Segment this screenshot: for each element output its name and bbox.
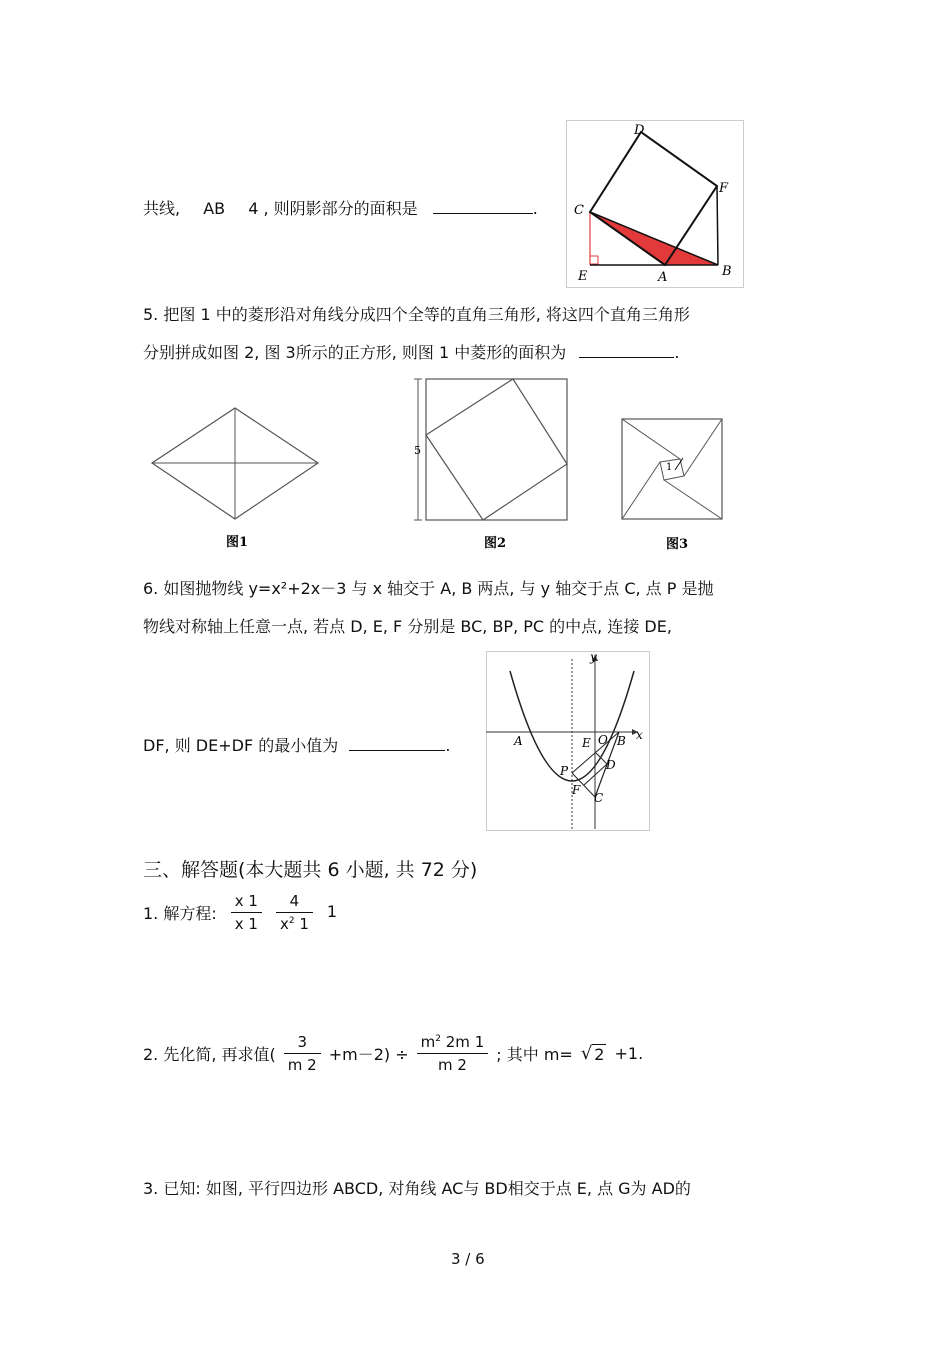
- svg-text:5: 5: [414, 444, 421, 457]
- fraction: $\frac{4}{x^2 1}$: [276, 892, 313, 933]
- svg-text:E: E: [582, 736, 591, 750]
- svg-text:图3: 图3: [666, 537, 689, 552]
- svg-text:F: F: [572, 783, 581, 797]
- fraction: $\frac{x 1}{x 1}$: [231, 892, 262, 933]
- radical-sign-icon: √: [580, 1043, 593, 1064]
- q6-line3: DF, 则 DE+DF 的最小值为 .: [143, 736, 451, 755]
- svg-text:D: D: [634, 123, 645, 138]
- problem-3: 3. 已知: 如图, 平行四边形 ABCD, 对角线 AC与 BD相交于点 E, 点 G为 AD的: [143, 1179, 691, 1198]
- svg-text:1: 1: [666, 462, 673, 473]
- fraction: $\frac{m^2 2m 1}{m 2}$: [417, 1033, 489, 1074]
- svg-text:O: O: [598, 733, 608, 747]
- svg-text:图2: 图2: [484, 536, 507, 551]
- section-heading: 三、解答题(本大题共 6 小题, 共 72 分): [143, 859, 478, 881]
- q5-line1: 5. 把图 1 中的菱形沿对角线分成四个全等的直角三角形, 将这四个直角三角形: [143, 305, 690, 324]
- svg-text:D: D: [606, 758, 616, 772]
- square-figure-3: [616, 414, 726, 554]
- svg-text:P: P: [560, 764, 569, 778]
- q4-figure: [566, 120, 744, 288]
- svg-text:A: A: [658, 270, 668, 285]
- svg-text:图1: 图1: [226, 535, 249, 550]
- svg-text:y: y: [590, 651, 597, 664]
- page-number: 3 / 6: [451, 1250, 485, 1268]
- svg-text:x: x: [636, 728, 643, 742]
- fraction: $\frac{3}{m 2}$: [284, 1033, 321, 1074]
- rhombus-figure-1: [146, 402, 326, 552]
- q4-text: 共线, AB 4 , 则阴影部分的面积是 .: [143, 199, 538, 218]
- answer-blank[interactable]: [433, 199, 533, 214]
- svg-text:B: B: [722, 264, 732, 279]
- parabola-figure: [486, 651, 650, 831]
- q6-line1: 6. 如图抛物线 y=x²+2x－3 与 x 轴交于 A, B 两点, 与 y 轴交于点 C, 点 P 是抛: [143, 579, 714, 598]
- sqrt-expression: √ 2: [580, 1043, 605, 1064]
- svg-text:A: A: [514, 734, 523, 748]
- svg-text:C: C: [594, 791, 604, 805]
- problem-2: 2. 先化简, 再求值( $\frac{3}{m 2}$ +m－2) ÷ $\frac{m^2 2m 1}{m 2}$ ; 其中 m= √ 2 +1.: [143, 1033, 644, 1074]
- svg-text:B: B: [617, 734, 626, 748]
- q6-line2: 物线对称轴上任意一点, 若点 D, E, F 分别是 BC, BP, PC 的中点, 连接 DE,: [143, 617, 672, 636]
- answer-blank[interactable]: [349, 736, 445, 751]
- svg-text:F: F: [719, 181, 729, 196]
- square-figure-2: [410, 372, 570, 554]
- svg-text:C: C: [574, 203, 584, 218]
- answer-blank[interactable]: [579, 343, 674, 358]
- problem-1: 1. 解方程: $\frac{x 1}{x 1}$ $\frac{4}{x^2 1}$ 1: [143, 892, 338, 933]
- q5-line2: 分别拼成如图 2, 图 3所示的正方形, 则图 1 中菱形的面积为 .: [143, 343, 680, 362]
- svg-text:E: E: [578, 269, 588, 284]
